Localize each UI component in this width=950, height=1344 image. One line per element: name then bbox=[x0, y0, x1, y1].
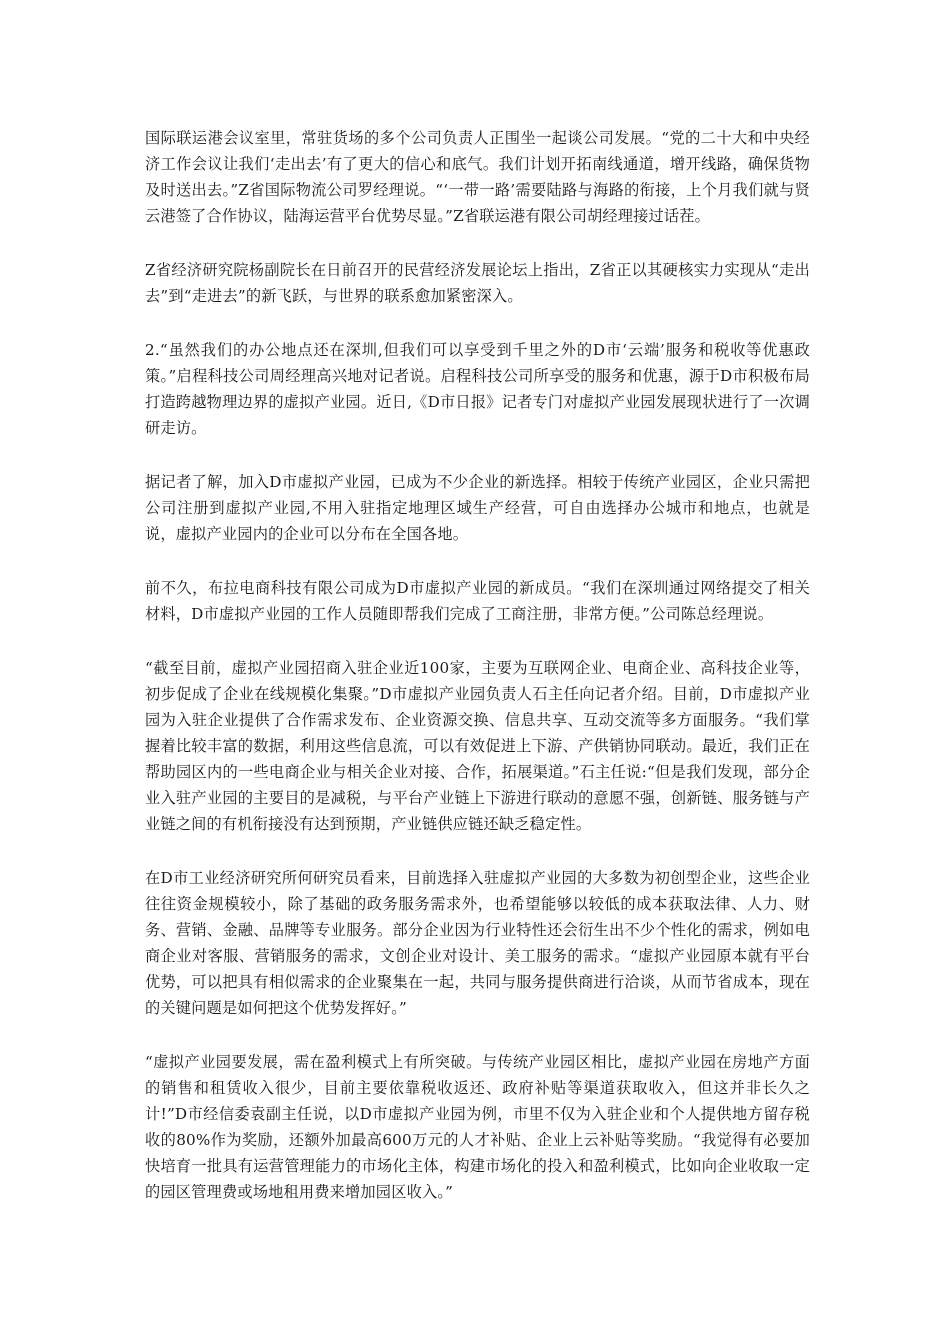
paragraph-3: 2.“虽然我们的办公地点还在深圳,但我们可以享受到千里之外的D市‘云端’服务和税收等优惠政策。”启程科技公司周经理高兴地对记者说。启程科技公司所享受的服务和优惠，源于D市积极布局打造跨越物理边界的虚拟产业园。近日,《D市日报》记者专门对虚拟产业园发展现状进行了一次调研走访。 bbox=[145, 341, 810, 437]
document-body bbox=[145, 125, 810, 1233]
paragraph-2: Z省经济研究院杨副院长在日前召开的民营经济发展论坛上指出，Z省正以其硬核实力实现从“走出去”到“走进去”的新飞跃，与世界的联系愈加紧密深入。 bbox=[145, 261, 810, 305]
paragraph-4: 据记者了解，加入D市虚拟产业园，已成为不少企业的新选择。相较于传统产业园区，企业只需把公司注册到虚拟产业园,不用入驻指定地理区域生产经营，可自由选择办公城市和地点，也就是说，虚拟产业园内的企业可以分布在全国各地。 bbox=[145, 473, 810, 543]
paragraph-7: 在D市工业经济研究所何研究员看来，目前选择入驻虚拟产业园的大多数为初创型企业，这些企业往往资金规模较小，除了基础的政务服务需求外，也希望能够以较低的成本获取法律、人力、财务、营销、金融、品牌等专业服务。部分企业因为行业特性还会衍生出不少个性化的需求，例如电商企业对客服、营销服务的需求，文创企业对设计、美工服务的需求。“虚拟产业园原本就有平台优势，可以把具有相似需求的企业聚集在一起，共同与服务提供商进行洽谈，从而节省成本，现在的关键问题是如何把这个优势发挥好。” bbox=[145, 869, 810, 1017]
paragraph-6: “截至目前，虚拟产业园招商入驻企业近100家，主要为互联网企业、电商企业、高科技企业等，初步促成了企业在线规模化集聚。”D市虚拟产业园负责人石主任向记者介绍。目前，D市虚拟产业园为入驻企业提供了合作需求发布、企业资源交换、信息共享、互动交流等多方面服务。“我们掌握着比较丰富的数据，利用这些信息流，可以有效促进上下游、产供销协同联动。最近，我们正在帮助园区内的一些电商企业与相关企业对接、合作，拓展渠道。”石主任说:“但是我们发现，部分企业入驻产业园的主要目的是减税，与平台产业链上下游进行联动的意愿不强，创新链、服务链与产业链之间的有机衔接没有达到预期，产业链供应链还缺乏稳定性。 bbox=[145, 659, 810, 833]
paragraph-1: 国际联运港会议室里，常驻货场的多个公司负责人正围坐一起谈公司发展。“党的二十大和中央经济工作会议让我们‘走出去’有了更大的信心和底气。我们计划开拓南线通道，增开线路，确保货物及时送出去。”Z省国际物流公司罗经理说。“‘一带一路’需要陆路与海路的衔接，上个月我们就与贤云港签了合作协议，陆海运营平台优势尽显。”Z省联运港有限公司胡经理接过话茬。 bbox=[145, 129, 810, 225]
paragraph-8: “虚拟产业园要发展，需在盈利模式上有所突破。与传统产业园区相比，虚拟产业园在房地产方面的销售和租赁收入很少，目前主要依靠税收返还、政府补贴等渠道获取收入，但这并非长久之计!”D市经信委袁副主任说，以D市虚拟产业园为例，市里不仅为入驻企业和个人提供地方留存税收的80%作为奖励，还额外加最高600万元的人才补贴、企业上云补贴等奖励。“我觉得有必要加快培育一批具有运营管理能力的市场化主体，构建市场化的投入和盈利模式，比如向企业收取一定的园区管理费或场地租用费来增加园区收入。” bbox=[145, 1053, 810, 1201]
paragraph-5: 前不久，布拉电商科技有限公司成为D市虚拟产业园的新成员。“我们在深圳通过网络提交了相关材料，D市虚拟产业园的工作人员随即帮我们完成了工商注册，非常方便。”公司陈总经理说。 bbox=[145, 579, 810, 623]
